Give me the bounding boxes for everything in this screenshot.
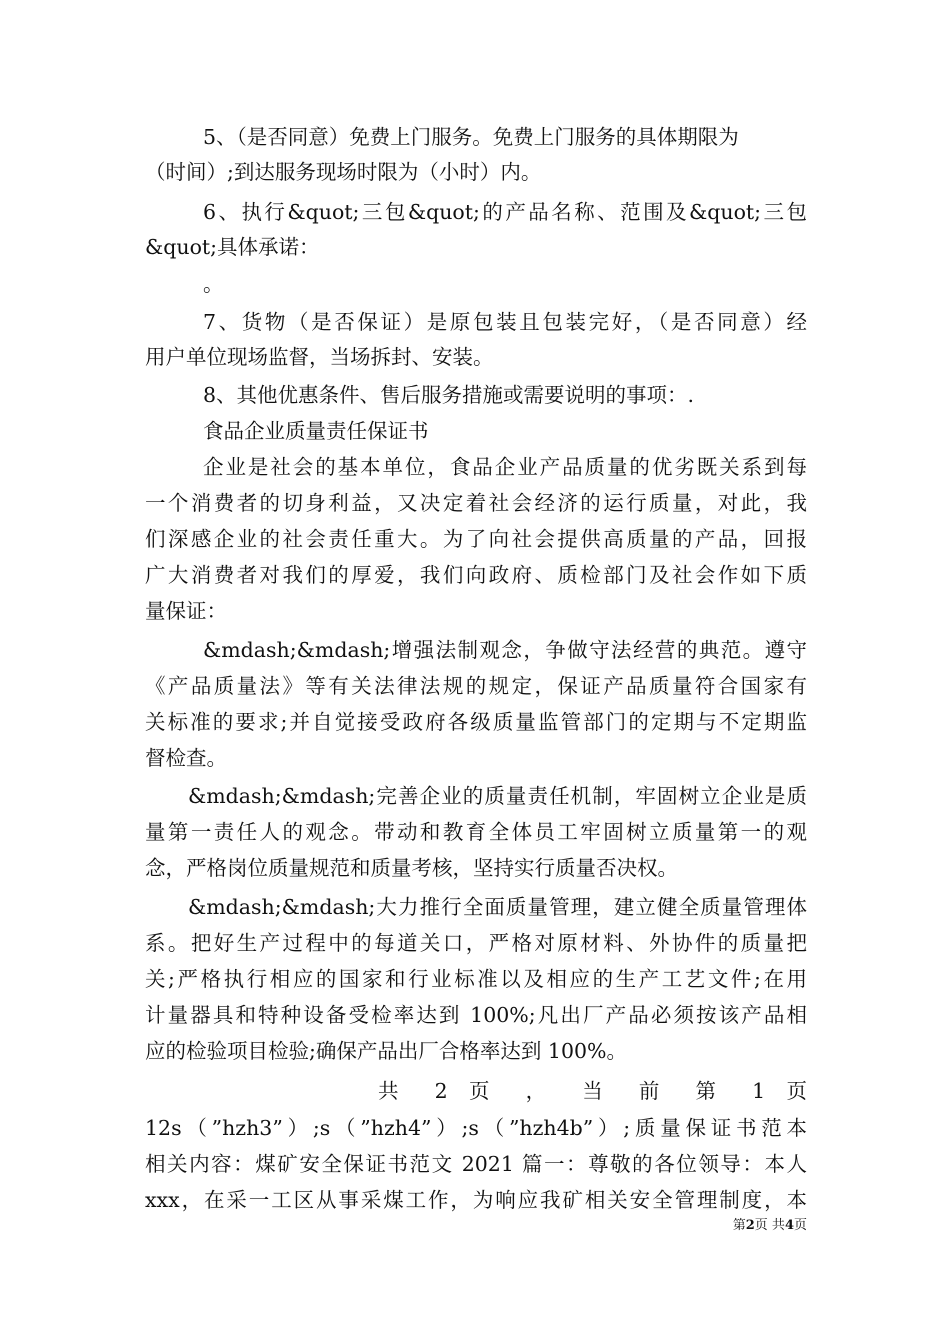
text-line: 12s（”hzh3”）;s（”hzh4”）;s（”hzh4b”）;质量保证书范本 [145, 1116, 807, 1140]
text-line: 。 [203, 272, 224, 296]
text-line: 应的检验项目检验;确保产品出厂合格率达到 100%。 [145, 1039, 628, 1063]
text-line: 5、（是否同意）免费上门服务。免费上门服务的具体期限为 [203, 125, 739, 149]
footer-middle: 页 共 [754, 1218, 785, 1233]
text-line: 督检查。 [145, 746, 227, 770]
page-footer [640, 1217, 807, 1235]
text-line: 关;严格执行相应的国家和行业标准以及相应的生产工艺文件;在用 [145, 967, 807, 991]
footer-suffix: 页 [793, 1218, 807, 1233]
text-line: xxx，在采一工区从事采煤工作，为响应我矿相关安全管理制度，本 [145, 1188, 807, 1212]
text-line: 7、货物（是否保证）是原包装且包装完好，（是否同意）经 [203, 310, 807, 334]
text-line: &mdash;&mdash;完善企业的质量责任机制，牢固树立企业是质 [188, 784, 807, 808]
text-line: 8、其他优惠条件、售后服务措施或需要说明的事项：. [203, 383, 695, 407]
text-line: 《产品质量法》等有关法律法规的规定，保证产品质量符合国家有 [145, 674, 807, 698]
footer-total-pages: 4 [784, 1218, 794, 1233]
text-line: 企业是社会的基本单位，食品企业产品质量的优劣既关系到每 [203, 455, 807, 479]
footer-current-page: 2 [745, 1218, 755, 1233]
text-line: 一个消费者的切身利益，又决定着社会经济的运行质量，对此，我 [145, 491, 807, 515]
text-line: 量保证： [145, 599, 227, 623]
text-line: 关标准的要求;并自觉接受政府各级质量监管部门的定期与不定期监 [145, 710, 807, 734]
text-line: &mdash;&mdash;大力推行全面质量管理，建立健全质量管理体 [188, 895, 807, 919]
text-line: 念，严格岗位质量规范和质量考核，坚持实行质量否决权。 [145, 856, 678, 880]
text-line: 量第一责任人的观念。带动和教育全体员工牢固树立质量第一的观 [145, 820, 807, 844]
text-line: 6、执行&quot;三包&quot;的产品名称、范围及&quot;三包 [203, 200, 807, 224]
text-line: &quot;具体承诺： [145, 235, 320, 259]
text-line: （时间）;到达服务现场时限为（小时）内。 [145, 160, 542, 184]
text-line: &mdash;&mdash;增强法制观念，争做守法经营的典范。遵守 [203, 638, 807, 662]
page-count-line: 共 2 页 ， 当 前 第 1 页 [378, 1079, 807, 1103]
text-line: 系。把好生产过程中的每道关口，严格对原材料、外协件的质量把 [145, 931, 807, 955]
text-line: 们深感企业的社会责任重大。为了向社会提供高质量的产品，回报 [145, 527, 807, 551]
section-title: 食品企业质量责任保证书 [203, 419, 429, 443]
footer-prefix: 第 [732, 1218, 746, 1233]
text-line: 用户单位现场监督，当场拆封、安装。 [145, 345, 494, 369]
text-line: 广大消费者对我们的厚爱，我们向政府、质检部门及社会作如下质 [145, 563, 807, 587]
text-line: 计量器具和特种设备受检率达到 100%;凡出厂产品必须按该产品相 [145, 1003, 807, 1027]
text-line: 相关内容：煤矿安全保证书范文 2021 篇一：尊敬的各位领导：本人 [145, 1152, 807, 1176]
